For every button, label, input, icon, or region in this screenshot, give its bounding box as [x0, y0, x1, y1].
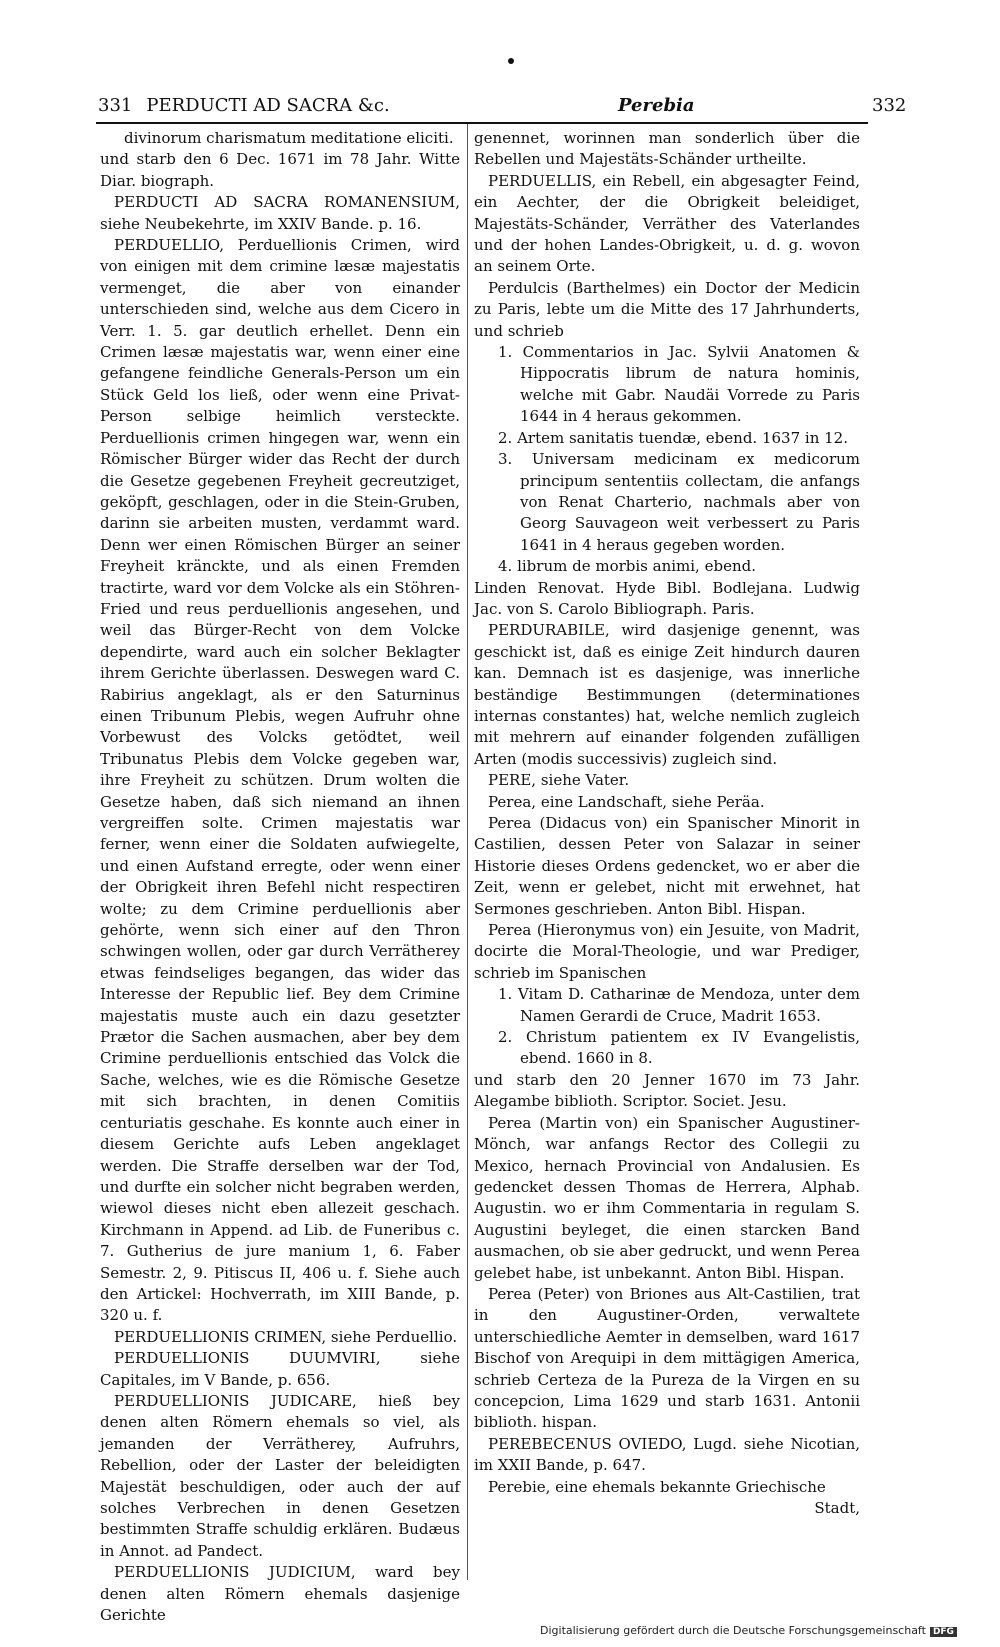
entry-paragraph: PERDUELLIONIS DUUMVIRI, siehe Capitales, im V Bande, p. 656.	[100, 1349, 460, 1389]
list-item: 3. Universam medicinam ex medicorum principum sententiis collectam, die anfangs von Renat Charterio, nachmals aber von Georg Sauvageon weit verbessert zu Paris 1641 in 4 heraus gegeben worden.	[498, 450, 860, 554]
entry-paragraph: PERE, siehe Vater.	[488, 771, 630, 790]
entry-paragraph: genennet, worinnen man sonderlich über die Rebellen und Majestäts-Schänder urtheilte.	[474, 129, 860, 169]
entry-paragraph: PERDUELLIONIS JUDICIUM, ward bey denen alten Römern ehemals dasjenige Gerichte	[100, 1563, 460, 1625]
entry-paragraph: PERDUELLIS, ein Rebell, ein abgesagter Feind, ein Aechter, der die Obrigkeit beleidiget, Majestäts-Schänder, Verräther des Vaterlandes und der hohen Landes-Obrigkeit, u. d. g. wovon an seinem Orte.	[474, 171, 860, 276]
entry-paragraph: Perea (Hieronymus von) ein Jesuite, von Madrit, docirte die Moral-Theologie, und war Prediger, schrieb im Spanischen	[474, 921, 860, 982]
entry-paragraph: PEREBECENUS OVIEDO, Lugd. siehe Nicotian, im XXII Bande, p. 647.	[474, 1434, 860, 1475]
entry-paragraph: PERDURABILE, wird dasjenige genennt, was geschickt ist, daß es einige Zeit hindurch dauren kan. Demnach ist es dasjenige, was innerliche beständige Bestimmungen (determinationes internas constantes) hat, welche nemlich zugleich mit mehrern auf einander folgenden zufälligen Arten (modis successivis) zugleich sind.	[474, 621, 860, 768]
center-running-title: Perebia	[618, 95, 695, 116]
entry-paragraph: Perea (Peter) von Briones aus Alt-Castilien, trat in den Augustiner-Orden, verwaltete unterschiedliche Aemter in demselben, ward 1617 Bischof von Arequipi in dem mittägigen America, schrieb Certeza de la Pureza de la Virgen en su concepcion, Lima 1629 und starb 1631. Antonii biblioth. hispan.	[474, 1284, 860, 1432]
entry-paragraph: Perdulcis (Barthelmes) ein Doctor der Medicin zu Paris, lebte um die Mitte des 17 Jahrhunderts, und schrieb	[474, 278, 860, 340]
entry-paragraph: PERDUELLIO, Perduellionis Crimen, wird von einigen mit dem crimine læsæ majestatis vermenget, die aber von einander unterschieden sind, welche aus dem Cicero in Verr. 1. 5. gar deutlich erhellet. Denn ein Crimen læsæ majestatis war, wenn einer eine gefangene feindliche Generals-Person um ein Stück Geld los ließ, oder wenn eine Privat-Person selbige heimlich versteckte. Perduellionis crimen hingegen war, wenn ein Römischer Bürger wider das Recht der durch die Gesetze gegebenen Freyheit gecreutziget, geköpft, geschlagen, oder in die Stein-Gruben, darinn sie arbeiten musten, verdammt ward. Denn wer einen Römischen Bürger an seiner Freyheit kränckte, und als einen Fremden tractirte, ward vor dem Volcke als ein Stöhren-Fried und reus perduellionis angesehen, und weil das Bürger-Recht von dem Volcke dependirte, ward auch ein solcher Beklagter ihrem Gerichte überlassen. Deswegen ward C. Rabirius angeklagt, als er den Saturninus einen Tribunum Plebis, wegen Aufruhr ohne Vorbewust des Volcks getödtet, weil Tribunatus Plebis dem Volcke gegeben war, ihre Freyheit zu schützen. Drum wolten die Gesetze haben, daß sich niemand an ihnen vergreiffen solte. Crimen majestatis war ferner, wenn einer die Soldaten aufwiegelte, und einen Aufstand erregte, oder wenn einer der Obrigkeit ihren Befehl nicht respectiren wolte; zu dem Crimine perduellionis aber gehörte, wenn sich einer auf den Thron schwingen wollen, oder gar durch Verrätherey etwas feindseliges begangen, das wider das Interesse der Republic lief. Bey dem Crimine majestatis muste auch ein dazu gesetzter Prætor die Sachen ausmachen, aber bey dem Crimine perduellionis entschied das Volck die Sache, welches, wie es die Römische Gesetze mit sich brachten, in denen Comitiis centuriatis geschahe. Es konnte auch einer in diesem Gerichte aufs Leben angeklaget werden. Die Straffe derselben war der Tod, und durfte ein solcher nicht begraben werden, wiewol dieses nicht eben allezeit geschach. Kirchmann in Append. ad Lib. de Funeribus c. 7. Gutherius de jure manium 1, 6. Faber Semestr. 2, 9. Pitiscus II, 406 u. f. Siehe auch den Artickel: Hochverrath, im XIII Bande, p. 320 u. f.	[100, 236, 460, 1325]
list-item: 2. Christum patientem ex IV Evangelistis, ebend. 1660 in 8.	[498, 1028, 860, 1068]
entry-paragraph: und starb den 6 Dec. 1671 im 78 Jahr. Witte Diar. biograph.	[100, 150, 460, 190]
left-column	[100, 128, 460, 1626]
entry-paragraph: und starb den 20 Jenner 1670 im 73 Jahr. Alegambe biblioth. Scriptor. Societ. Jesu.	[474, 1070, 860, 1111]
catchword: Stadt,	[814, 1499, 860, 1517]
dfg-logo: DFG	[930, 1627, 957, 1637]
entry-paragraph: PERDUELLIONIS JUDICARE, hieß bey denen alten Römern ehemals so viel, als jemanden der Verrätherey, Aufruhrs, Rebellion, oder der Laster der beleidigten Majestät beschuldigen, oder auch der auf solches Verbrechen in denen Gesetzen bestimmten Straffe schuldig erklären. Budæus in Annot. ad Pandect.	[100, 1391, 460, 1560]
entry-paragraph: PERDUCTI AD SACRA ROMANENSIUM, siehe Neubekehrte, im XXIV Bande. p. 16.	[100, 193, 460, 233]
left-running-title: PERDUCTI AD SACRA &c.	[146, 95, 390, 116]
list-item: 2. Artem sanitatis tuendæ, ebend. 1637 in 12.	[498, 428, 848, 447]
entry-paragraph: Perebie, eine ehemals bekannte Griechische	[488, 1477, 826, 1496]
entry-paragraph: Perea, eine Landschaft, siehe Peräa.	[488, 792, 765, 811]
list-item: 1. Commentarios in Jac. Sylvii Anatomen & Hippocratis librum de natura hominis, welche mit Gabr. Naudäi Vorrede zu Paris 1644 in 4 heraus gekommen.	[498, 343, 860, 426]
entry-paragraph: PERDUELLIONIS CRIMEN, siehe Perduellio.	[114, 1327, 458, 1346]
ink-dot	[508, 58, 514, 64]
entry-paragraph: Linden Renovat. Hyde Bibl. Bodlejana. Ludwig Jac. von S. Carolo Bibliograph. Paris.	[474, 578, 860, 618]
list-item: 1. Vitam D. Catharinæ de Mendoza, unter dem Namen Gerardi de Cruce, Madrit 1653.	[498, 985, 860, 1025]
entry-paragraph: Perea (Martin von) ein Spanischer Augustiner-Mönch, war anfangs Rector des Collegii zu Mexico, hernach Provincial von Andalusien. Es gedencket dessen Thomas de Herrera, Alphab. Augustin. wo er ihm Commentaria in regulam S. Augustini beyleget, die einen starcken Band ausmachen, ob sie aber gedruckt, und wenn Perea gelebet habe, ist unbekannt. Anton Bibl. Hispan.	[474, 1113, 860, 1282]
entry-paragraph: Perea (Didacus von) ein Spanischer Minorit in Castilien, dessen Peter von Salazar in seiner Historie dieses Ordens gedencket, wo er aber die Zeit, wenn er gelebet, nicht mit erwehnet, hat Sermones geschrieben. Anton Bibl. Hispan.	[474, 814, 860, 918]
right-column	[474, 128, 860, 1519]
entry-paragraph: divinorum charismatum meditatione eliciti.	[124, 129, 454, 147]
footer-text: Digitalisierung gefördert durch die Deutsche Forschungsgemeinschaft	[540, 1624, 926, 1637]
left-page-number: 331	[98, 95, 133, 116]
page-header-left	[98, 92, 390, 120]
digitization-footer	[540, 1624, 957, 1637]
column-divider	[467, 124, 468, 1580]
header-rule	[96, 122, 868, 124]
right-page-number: 332	[872, 95, 907, 116]
list-item: 4. librum de morbis animi, ebend.	[498, 557, 756, 576]
